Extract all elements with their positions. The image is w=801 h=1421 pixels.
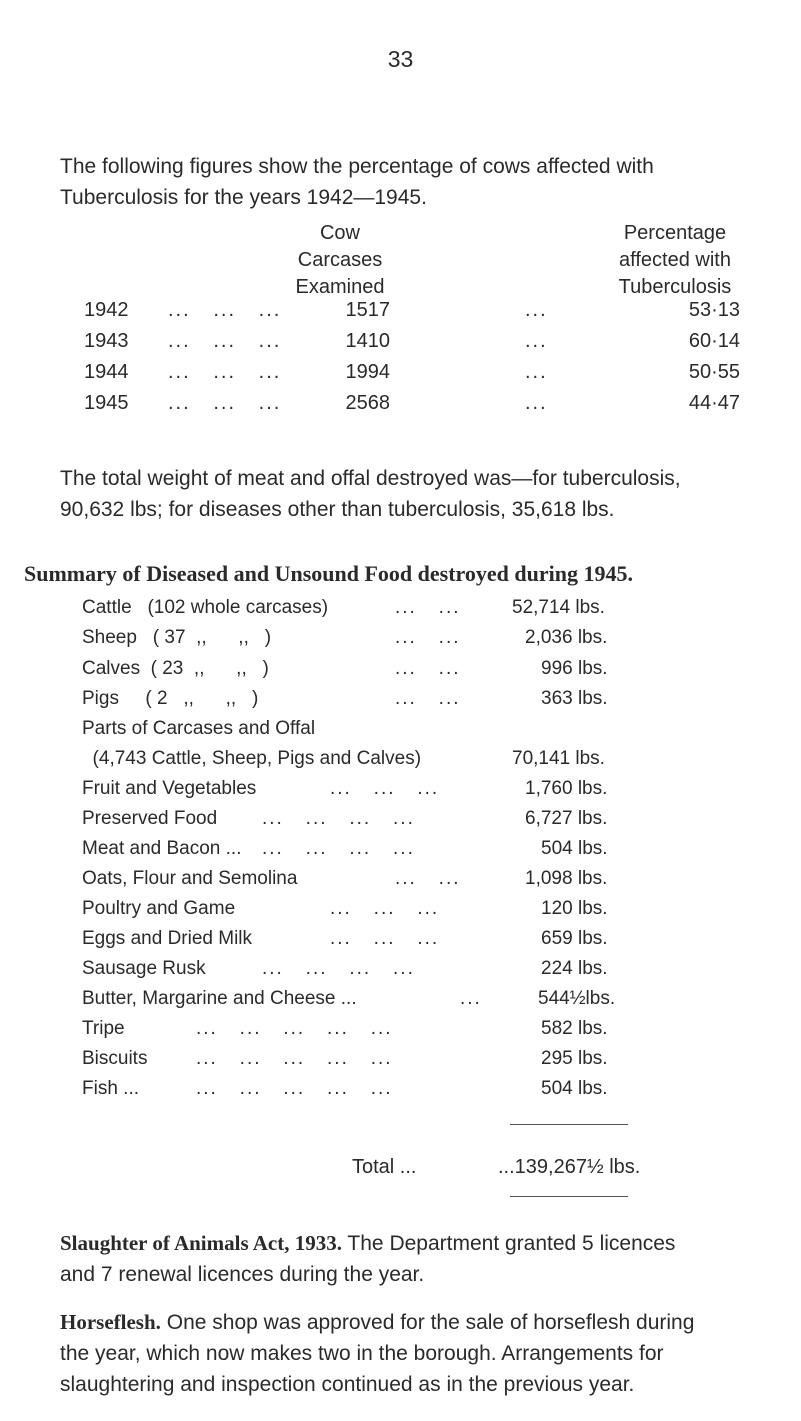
summary-item-label: Biscuits: [82, 1048, 148, 1069]
summary-item-label: Butter, Margarine and Cheese ...: [82, 988, 357, 1009]
summary-item-label: Eggs and Dried Milk: [82, 928, 253, 949]
weight-line-2: 90,632 lbs; for diseases other than tuberculosis, 35,618 lbs.: [60, 498, 615, 521]
summary-item-amount: 2,036 lbs.: [525, 627, 608, 648]
intro-line-2: Tuberculosis for the years 1942—1945.: [60, 186, 427, 209]
leader-dots: ... ... ...: [168, 299, 282, 321]
tb-year: 1943: [84, 330, 129, 352]
header-line: Cow: [319, 222, 360, 244]
tb-examined: 1517: [345, 299, 390, 321]
summary-item-amount: 52,714 lbs.: [512, 597, 605, 618]
leader-dots: ...: [525, 330, 548, 352]
summary-item-label: Poultry and Game: [82, 898, 236, 919]
leader-dots: ... ... ... ... ...: [196, 1048, 393, 1069]
horseflesh-text: One shop was approved for the sale of horseflesh during: [160, 1311, 695, 1334]
summary-item-label: Meat and Bacon ...: [82, 838, 242, 859]
tb-col-percent-header: [575, 220, 775, 301]
summary-item-label: Sausage Rusk: [82, 958, 206, 979]
leader-dots: ... ...: [395, 658, 461, 679]
summary-item-amount: 996 lbs.: [541, 658, 608, 679]
weight-paragraph: [60, 463, 750, 525]
leader-dots: ... ... ...: [168, 392, 282, 414]
slaughter-text: The Department granted 5 licences: [341, 1232, 676, 1255]
summary-item-label: Fruit and Vegetables: [82, 778, 257, 799]
leader-dots: ...: [525, 392, 548, 414]
summary-item-label: (4,743 Cattle, Sheep, Pigs and Calves): [82, 748, 422, 769]
summary-item-amount: 582 lbs.: [541, 1018, 608, 1039]
leader-dots: ... ... ... ... ...: [196, 1078, 393, 1099]
horseflesh-line-1: [60, 1307, 750, 1338]
leader-dots: ... ... ...: [168, 361, 282, 383]
summary-item-amount: 363 lbs.: [541, 688, 608, 709]
tb-percent: 60·14: [688, 330, 740, 352]
summary-item-amount: 224 lbs.: [541, 958, 608, 979]
leader-dots: ... ...: [395, 597, 461, 618]
tb-percent: 44·47: [688, 392, 740, 414]
leader-dots: ... ... ...: [330, 778, 440, 799]
summary-item-amount: 504 lbs.: [541, 1078, 608, 1099]
tb-percent: 50·55: [688, 361, 740, 383]
summary-item-label: Sheep ( 37 ,, ,, ): [82, 627, 272, 648]
leader-dots: ... ... ... ...: [262, 808, 415, 829]
leader-dots: ...: [525, 361, 548, 383]
leader-dots: ... ... ...: [330, 898, 440, 919]
summary-item-label: Parts of Carcases and Offal: [82, 718, 316, 739]
tb-year: 1942: [84, 299, 129, 321]
weight-line-1: The total weight of meat and offal destroyed was—for tuberculosis,: [60, 467, 681, 490]
leader-dots: ... ...: [395, 868, 461, 889]
header-line: Carcases: [297, 249, 383, 271]
summary-item-amount: 295 lbs.: [541, 1048, 608, 1069]
leader-dots: ... ... ...: [168, 330, 282, 352]
header-line: affected with: [619, 249, 731, 271]
slaughter-line-2: and 7 renewal licences during the year.: [60, 1263, 425, 1286]
summary-item-label: Preserved Food: [82, 808, 218, 829]
tb-col-examined-header: [250, 220, 430, 301]
summary-item-label: Cattle (102 whole carcases): [82, 597, 329, 618]
leader-dots: ... ... ... ... ...: [196, 1018, 393, 1039]
total-rule-top: [510, 1124, 628, 1125]
tb-examined: 2568: [345, 392, 390, 414]
summary-title: Summary of Diseased and Unsound Food destroyed during 1945.: [24, 561, 633, 586]
tb-year: 1944: [84, 361, 129, 383]
slaughter-line-1: [60, 1228, 750, 1259]
total-value: ...139,267½ lbs.: [498, 1156, 641, 1178]
page-number: 33: [387, 46, 414, 72]
leader-dots: ...: [460, 988, 482, 1009]
summary-item-label: Oats, Flour and Semolina: [82, 868, 298, 889]
header-line: Examined: [295, 276, 385, 298]
horseflesh-line-2: the year, which now makes two in the borough. Arrangements for: [60, 1342, 664, 1365]
summary-item-amount: 120 lbs.: [541, 898, 608, 919]
tb-percent: 53·13: [688, 299, 740, 321]
horseflesh-heading: Horseflesh.: [60, 1310, 161, 1334]
tb-examined: 1994: [345, 361, 390, 383]
summary-item-label: Tripe: [82, 1018, 125, 1039]
leader-dots: ... ...: [395, 688, 461, 709]
slaughter-heading: Slaughter of Animals Act, 1933.: [60, 1231, 342, 1255]
total-rule-bottom: [510, 1196, 628, 1197]
leader-dots: ...: [525, 299, 548, 321]
summary-item-amount: 544½lbs.: [538, 988, 616, 1009]
horseflesh-line-3: slaughtering and inspection continued as in the previous year.: [60, 1373, 635, 1396]
intro-paragraph: [60, 151, 750, 213]
slaughter-paragraph: [60, 1228, 750, 1290]
summary-item-amount: 6,727 lbs.: [525, 808, 608, 829]
intro-line-1: The following figures show the percentage of cows affected with: [60, 155, 654, 178]
tb-examined: 1410: [345, 330, 390, 352]
leader-dots: ... ... ...: [330, 928, 440, 949]
leader-dots: ... ... ... ...: [262, 958, 415, 979]
tb-year: 1945: [84, 392, 129, 414]
header-line: Tuberculosis: [618, 276, 732, 298]
summary-item-amount: 1,098 lbs.: [525, 868, 608, 889]
summary-item-label: Pigs ( 2 ,, ,, ): [82, 688, 259, 709]
summary-item-label: Calves ( 23 ,, ,, ): [82, 658, 269, 679]
summary-item-amount: 659 lbs.: [541, 928, 608, 949]
summary-item-amount: 1,760 lbs.: [525, 778, 608, 799]
horseflesh-paragraph: [60, 1307, 750, 1400]
header-line: Percentage: [623, 222, 727, 244]
summary-item-amount: 504 lbs.: [541, 838, 608, 859]
summary-item-amount: 70,141 lbs.: [512, 748, 605, 769]
leader-dots: ... ...: [395, 627, 461, 648]
total-label: Total ...: [352, 1156, 417, 1178]
summary-item-label: Fish ...: [82, 1078, 140, 1099]
leader-dots: ... ... ... ...: [262, 838, 415, 859]
